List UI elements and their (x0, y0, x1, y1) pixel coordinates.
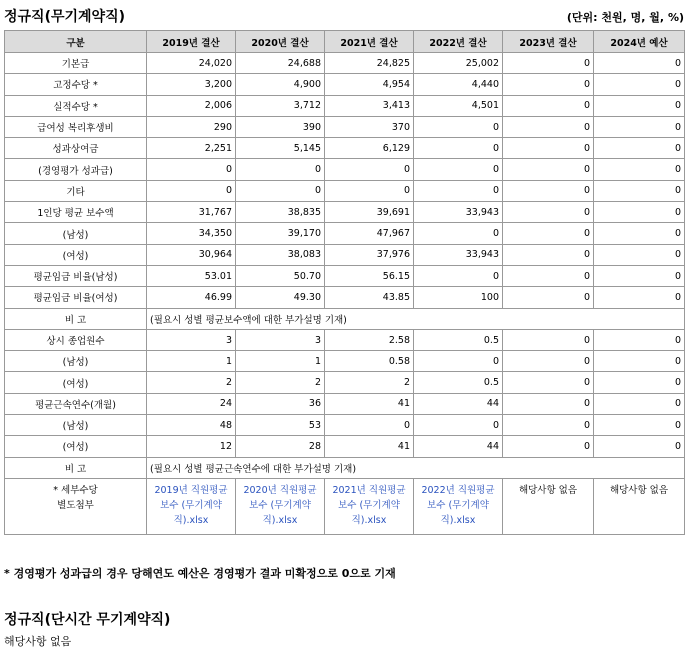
table-cell: 2 (325, 372, 414, 393)
column-header: 2024년 예산 (594, 31, 685, 53)
row-label: 기본급 (5, 53, 147, 74)
row-label: 비 고 (5, 457, 147, 478)
table-row (5, 265, 685, 286)
table-cell: 33,943 (414, 202, 503, 223)
table-cell: 24,688 (236, 53, 325, 74)
table-cell: 4,501 (414, 95, 503, 116)
table-cell: 41 (325, 393, 414, 414)
table-cell: 0 (414, 265, 503, 286)
table-cell: 0 (594, 372, 685, 393)
row-label: 실적수당 * (5, 95, 147, 116)
attachment-label-line: * 세부수당 (53, 484, 98, 496)
footnote: * 경영평가 성과급의 경우 당해연도 예산은 경영평가 결과 미확정으로 0으로 기재 (4, 567, 396, 580)
table-cell: 24,825 (325, 53, 414, 74)
table-row (5, 415, 685, 436)
table-cell: 38,835 (236, 202, 325, 223)
table-cell: 0 (594, 393, 685, 414)
table-cell: 390 (236, 116, 325, 137)
table-cell: 38,083 (236, 244, 325, 265)
table-cell: 0 (503, 53, 594, 74)
table-row (5, 159, 685, 180)
table-cell: 0 (594, 351, 685, 372)
table-cell: 0 (503, 244, 594, 265)
table-cell: 41 (325, 436, 414, 457)
table-cell: 2 (236, 372, 325, 393)
table-row (5, 116, 685, 137)
table-cell: 6,129 (325, 138, 414, 159)
table-cell: 49.30 (236, 287, 325, 308)
row-label: (여성) (5, 372, 147, 393)
salary-table (4, 30, 685, 535)
table-cell: 31,767 (147, 202, 236, 223)
table-cell: 12 (147, 436, 236, 457)
table-cell: 39,691 (325, 202, 414, 223)
table-cell: 0 (594, 287, 685, 308)
table-cell: 0 (594, 265, 685, 286)
attachment-link-2019[interactable]: 2019년 직원평균 보수 (무기계약직).xlsx (147, 478, 236, 534)
table-cell: 0 (594, 116, 685, 137)
table-cell: 0.5 (414, 372, 503, 393)
table-cell: 3 (236, 329, 325, 350)
table-cell: 0 (414, 415, 503, 436)
table-cell: 0 (503, 393, 594, 414)
section2-text: 해당사항 없음 (4, 635, 72, 648)
attachment-link-2020[interactable]: 2020년 직원평균 보수 (무기계약직).xlsx (236, 478, 325, 534)
table-cell: 100 (414, 287, 503, 308)
table-row (5, 74, 685, 95)
attachment-label (5, 478, 147, 534)
table-row (5, 180, 685, 201)
table-cell: 5,145 (236, 138, 325, 159)
table-cell: 44 (414, 393, 503, 414)
table-cell: 24 (147, 393, 236, 414)
table-cell: 36 (236, 393, 325, 414)
row-label: 평균임금 비율(남성) (5, 265, 147, 286)
row-label: (여성) (5, 436, 147, 457)
table-header-row (5, 31, 685, 53)
table-cell: 370 (325, 116, 414, 137)
table-cell: 0 (594, 95, 685, 116)
table-cell: 2,006 (147, 95, 236, 116)
attachment-label-line: 별도첨부 (57, 499, 94, 511)
table-cell: 3 (147, 329, 236, 350)
table-cell: 48 (147, 415, 236, 436)
table-cell: 0 (503, 74, 594, 95)
table-cell: 0 (147, 180, 236, 201)
table-row (5, 393, 685, 414)
table-cell: 0 (325, 415, 414, 436)
table-cell: 0 (236, 180, 325, 201)
row-label: 급여성 복리후생비 (5, 116, 147, 137)
table-cell: 0 (594, 53, 685, 74)
table-cell: 3,712 (236, 95, 325, 116)
row-label: 고정수당 * (5, 74, 147, 95)
table-cell: 0 (414, 116, 503, 137)
table-row (5, 329, 685, 350)
table-cell: 4,440 (414, 74, 503, 95)
table-cell: 0 (414, 180, 503, 201)
table-cell: 0 (503, 223, 594, 244)
column-header: 구분 (5, 31, 147, 53)
table-row (5, 202, 685, 223)
table-cell: 56.15 (325, 265, 414, 286)
table-cell: 0 (414, 223, 503, 244)
section-header (4, 6, 684, 28)
table-cell: 0 (503, 372, 594, 393)
column-header: 2019년 결산 (147, 31, 236, 53)
table-cell: 0 (236, 159, 325, 180)
table-cell: 0 (594, 138, 685, 159)
table-cell: 4,900 (236, 74, 325, 95)
table-cell: 46.99 (147, 287, 236, 308)
table-cell: 30,964 (147, 244, 236, 265)
row-label: (남성) (5, 351, 147, 372)
table-cell: 53.01 (147, 265, 236, 286)
section-title: 정규직(무기계약직) (4, 9, 125, 25)
table-cell: 0 (503, 138, 594, 159)
section2-title: 정규직(단시간 무기계약직) (4, 612, 171, 628)
table-row (5, 95, 685, 116)
table-row (5, 372, 685, 393)
row-label: (경영평가 성과급) (5, 159, 147, 180)
note-row (5, 308, 685, 329)
column-header: 2020년 결산 (236, 31, 325, 53)
table-cell: 0 (594, 159, 685, 180)
table-cell: 28 (236, 436, 325, 457)
table-row (5, 53, 685, 74)
table-cell: 0 (503, 415, 594, 436)
attachment-na: 해당사항 없음 (594, 478, 685, 534)
table-cell: 290 (147, 116, 236, 137)
table-cell: 39,170 (236, 223, 325, 244)
table-cell: 4,954 (325, 74, 414, 95)
row-label: 성과상여금 (5, 138, 147, 159)
table-cell: 0 (594, 415, 685, 436)
row-label: (남성) (5, 223, 147, 244)
table-cell: 0 (414, 159, 503, 180)
column-header: 2023년 결산 (503, 31, 594, 53)
table-cell: 0 (503, 116, 594, 137)
table-row (5, 351, 685, 372)
note-row (5, 457, 685, 478)
table-cell: 0 (503, 436, 594, 457)
table-cell: 0 (594, 202, 685, 223)
table-cell: 0 (594, 223, 685, 244)
table-cell: 25,002 (414, 53, 503, 74)
table-cell: 24,020 (147, 53, 236, 74)
table-cell: 2.58 (325, 329, 414, 350)
table-cell: 0 (503, 287, 594, 308)
table-cell: 0 (414, 138, 503, 159)
unit-label: (단위: 천원, 명, 월, %) (566, 11, 684, 24)
row-label: 평균근속연수(개월) (5, 393, 147, 414)
table-cell: 0 (594, 329, 685, 350)
table-row (5, 287, 685, 308)
row-label: 비 고 (5, 308, 147, 329)
row-label: 1인당 평균 보수액 (5, 202, 147, 223)
table-cell: 0 (503, 159, 594, 180)
table-row (5, 244, 685, 265)
table-cell: 0 (594, 244, 685, 265)
row-label: (남성) (5, 415, 147, 436)
table-cell: 2 (147, 372, 236, 393)
table-cell: 1 (236, 351, 325, 372)
table-cell: 0 (414, 351, 503, 372)
table-row (5, 223, 685, 244)
table-cell: 0 (594, 436, 685, 457)
table-cell: 3,413 (325, 95, 414, 116)
row-label: 평균임금 비율(여성) (5, 287, 147, 308)
note-text: (필요시 성별 평균근속연수에 대한 부가설명 기재) (147, 457, 685, 478)
attachment-link-2021[interactable]: 2021년 직원평균 보수 (무기계약직).xlsx (325, 478, 414, 534)
note-text: (필요시 성별 평균보수액에 대한 부가설명 기재) (147, 308, 685, 329)
table-cell: 34,350 (147, 223, 236, 244)
table-cell: 0 (594, 74, 685, 95)
table-cell: 0 (503, 265, 594, 286)
table-cell: 0 (503, 180, 594, 201)
table-cell: 33,943 (414, 244, 503, 265)
table-row (5, 436, 685, 457)
table-cell: 37,976 (325, 244, 414, 265)
row-label: (여성) (5, 244, 147, 265)
table-cell: 0 (325, 159, 414, 180)
table-cell: 44 (414, 436, 503, 457)
table-cell: 1 (147, 351, 236, 372)
table-cell: 0 (325, 180, 414, 201)
row-label: 기타 (5, 180, 147, 201)
table-cell: 3,200 (147, 74, 236, 95)
row-label: 상시 종업원수 (5, 329, 147, 350)
table-cell: 0 (503, 329, 594, 350)
table-row (5, 138, 685, 159)
table-cell: 53 (236, 415, 325, 436)
attachment-link-2022[interactable]: 2022년 직원평균 보수 (무기계약직).xlsx (414, 478, 503, 534)
attachment-na: 해당사항 없음 (503, 478, 594, 534)
table-cell: 0 (503, 351, 594, 372)
table-cell: 0.5 (414, 329, 503, 350)
table-cell: 0 (147, 159, 236, 180)
table-cell: 0.58 (325, 351, 414, 372)
table-cell: 0 (594, 180, 685, 201)
attachment-row (5, 478, 685, 534)
column-header: 2021년 결산 (325, 31, 414, 53)
table-cell: 50.70 (236, 265, 325, 286)
table-cell: 0 (503, 202, 594, 223)
table-cell: 47,967 (325, 223, 414, 244)
table-cell: 43.85 (325, 287, 414, 308)
table-cell: 2,251 (147, 138, 236, 159)
table-cell: 0 (503, 95, 594, 116)
column-header: 2022년 결산 (414, 31, 503, 53)
